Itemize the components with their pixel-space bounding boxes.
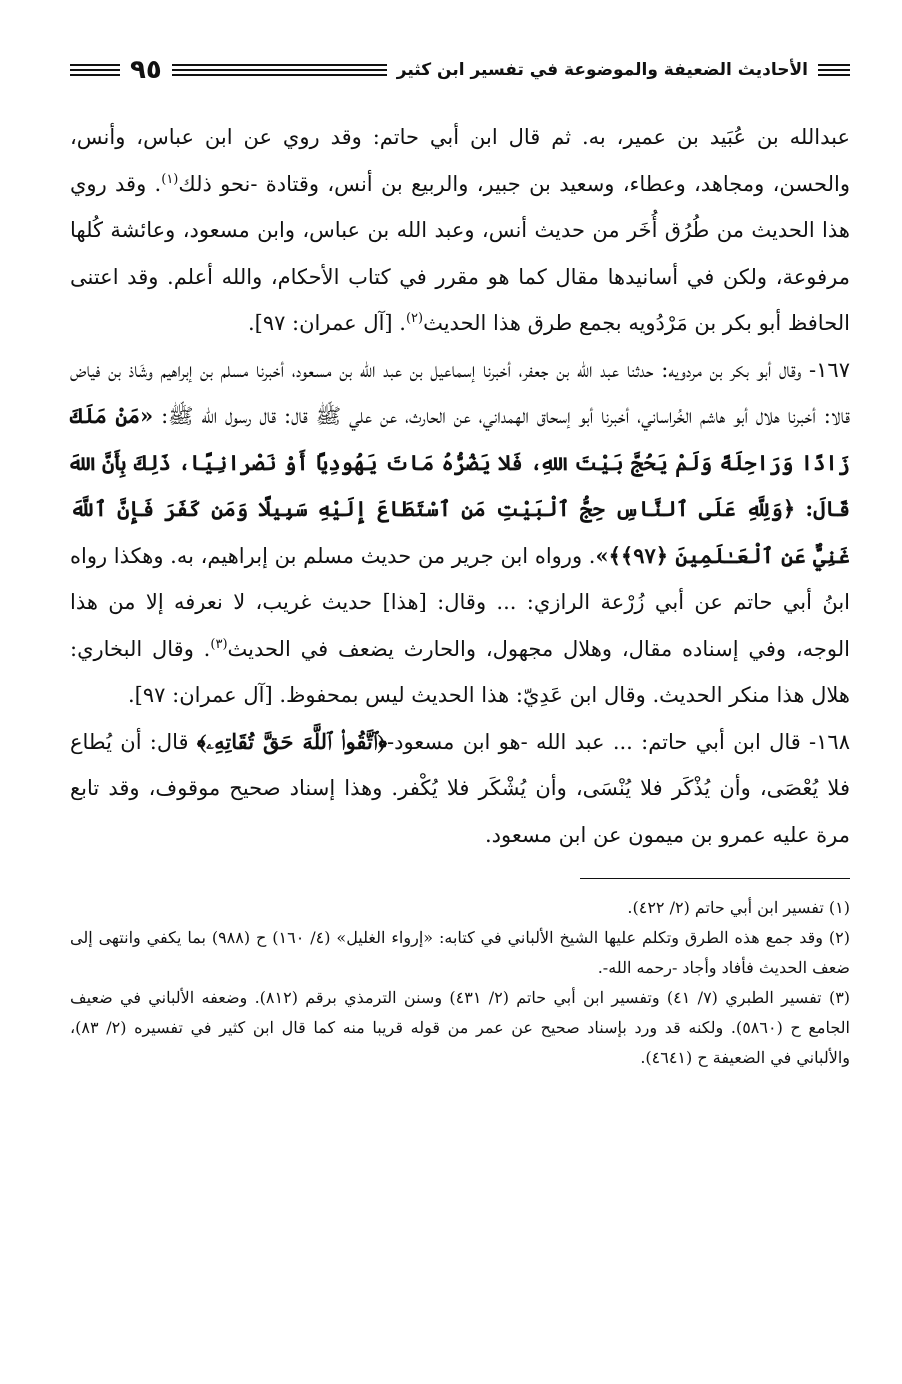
paragraph-167 [70, 347, 850, 719]
header-rule-left [70, 64, 120, 76]
paragraph-167-text-b: . ورواه ابن جرير من حديث مسلم بن إبراهيم، به. وهكذا رواه ابنُ أبي حاتم عن أبي زُرْعة الرازي: ... وقال: [هذا] حديث غريب، لا نعرفه إلا من هذا الوجه، وفي إسناده مقال، وهلال مجهول، والحارث يضعف في الحديث [70, 543, 850, 661]
paragraph-168-text-a: ١٦٨- قال ابن أبي حاتم: ... عبد الله -هو ابن مسعود- [387, 729, 850, 754]
paragraph-167-text-a: ١٦٧- وقال أبو بكر بن مردويه: حدثنا عبد الله بن جعفر، أخبرنا إسماعيل بن عبد الله بن مسعود، أخبرنا مسلم بن إبراهيم وشَاذ بن فياض قالا: أخبرنا هلال أبو هاشم الخُراساني، أخبرنا أبو إسحاق الهمداني، عن الحارث، عن علي ﷺ قال: قال رسول الله ﷺ: [70, 357, 850, 428]
paragraph-167-text-c: . وقال البخاري: هلال هذا منكر الحديث. وقال ابن عَدِيّ: هذا الحديث ليس بمحفوظ. [آل عمران: ٩٧]. [70, 636, 850, 707]
paragraph-1 [70, 114, 850, 347]
footnote-2: (٢) وقد جمع هذه الطرق وتكلم عليها الشيخ الألباني في كتابه: «إرواء الغليل» (٤/ ١٦٠) ح (٩٨٨) بما يكفي وانتهى إلى ضعف الحديث فأفاد وأجاد -رحمه الله-. [70, 928, 850, 977]
quran-verse: ﴿ٱتَّقُوا۟ ٱللَّهَ حَقَّ تُقَاتِهِۦ﴾ [196, 728, 388, 754]
header-rule-right [818, 64, 850, 76]
footnote-ref-3[interactable]: (٣) [210, 636, 228, 652]
footnotes [70, 893, 850, 1073]
hadith-text: «مَنْ مَلَكَ زَادًا وَرَاحِلَةً وَلَمْ يَحُجَّ بَيْتَ اللهِ، فَلا يَضُرُّهُ مَاتَ يَهُودِيًا أَوْ نَصْرانِيًا، ذَلِكَ بِأَنَّ اللهَ قَالَ: ﴿وَلِلَّهِ عَلَى ٱلنَّاسِ حِجُّ ٱلْبَيْتِ مَنِ ٱسْتَطَاعَ إِلَيْهِ سَبِيلًا وَمَن كَفَرَ فَإِنَّ ٱللَّهَ غَنِيٌّ عَنِ ٱلْعَـٰلَمِينَ ﴿٩٧﴾﴾» [70, 403, 851, 568]
paragraph-1-text-b: . وقد روي هذا الحديث من طُرُق أُخَر من حديث أنس، وعبد الله بن عباس، وابن مسعود، وعائشة كُلها مرفوعة، ولكن في أسانيدها مقال كما هو مقرر في كتاب الأحكام، والله أعلم. وقد اعتنى الحافظ أبو بكر بن مَرْدُويه بجمع طرق هذا الحديث [70, 171, 850, 335]
footnote-separator [580, 878, 850, 879]
paragraph-1-text-a: عبدالله بن عُبَيد بن عمير، به. ثم قال ابن أبي حاتم: وقد روي عن ابن عباس، وأنس، والحسن، ومجاهد، وعطاء، وسعيد بن جبير، والربيع بن أنس، وقتادة -نحو ذلك [70, 125, 850, 196]
page [70, 40, 850, 1350]
paragraph-168 [70, 719, 850, 859]
footnote-3: (٣) تفسير الطبري (٧/ ٤١) وتفسير ابن أبي حاتم (٢/ ٤٣١) وسنن الترمذي برقم (٨١٢). وضعفه الألباني في ضعيف الجامع ح (٥٨٦٠). ولكنه قد ورد بإسناد صحيح عن عمر من قوله قريبا منه كما قال ابن كثير في تفسيره (٢/ ٨٣)، والألباني في الضعيفة ح (٤٦٤١). [70, 988, 851, 1067]
footnote-ref-1[interactable]: (١) [161, 171, 179, 187]
page-number: ٩٥ [130, 55, 162, 85]
paragraph-168-text-b: قال: أن يُطاع فلا يُعْصَى، وأن يُذْكَر فلا يُنْسَى، وأن يُشْكَر فلا يُكْفر. وهذا إسناد صحيح موقوف، وقد تابع مرة عليه عمرو بن ميمون عن ابن مسعود. [70, 729, 850, 847]
header-title: الأحاديث الضعيفة والموضوعة في تفسير ابن كثير [396, 60, 808, 80]
paragraph-1-text-c: . [آل عمران: ٩٧]. [247, 311, 406, 335]
footnote-ref-2[interactable]: (٢) [405, 311, 424, 326]
footnote-1: (١) تفسير ابن أبي حاتم (٢/ ٤٢٢). [627, 898, 850, 917]
running-header [70, 40, 850, 100]
body-text [70, 114, 850, 858]
header-rule-middle [172, 64, 387, 76]
